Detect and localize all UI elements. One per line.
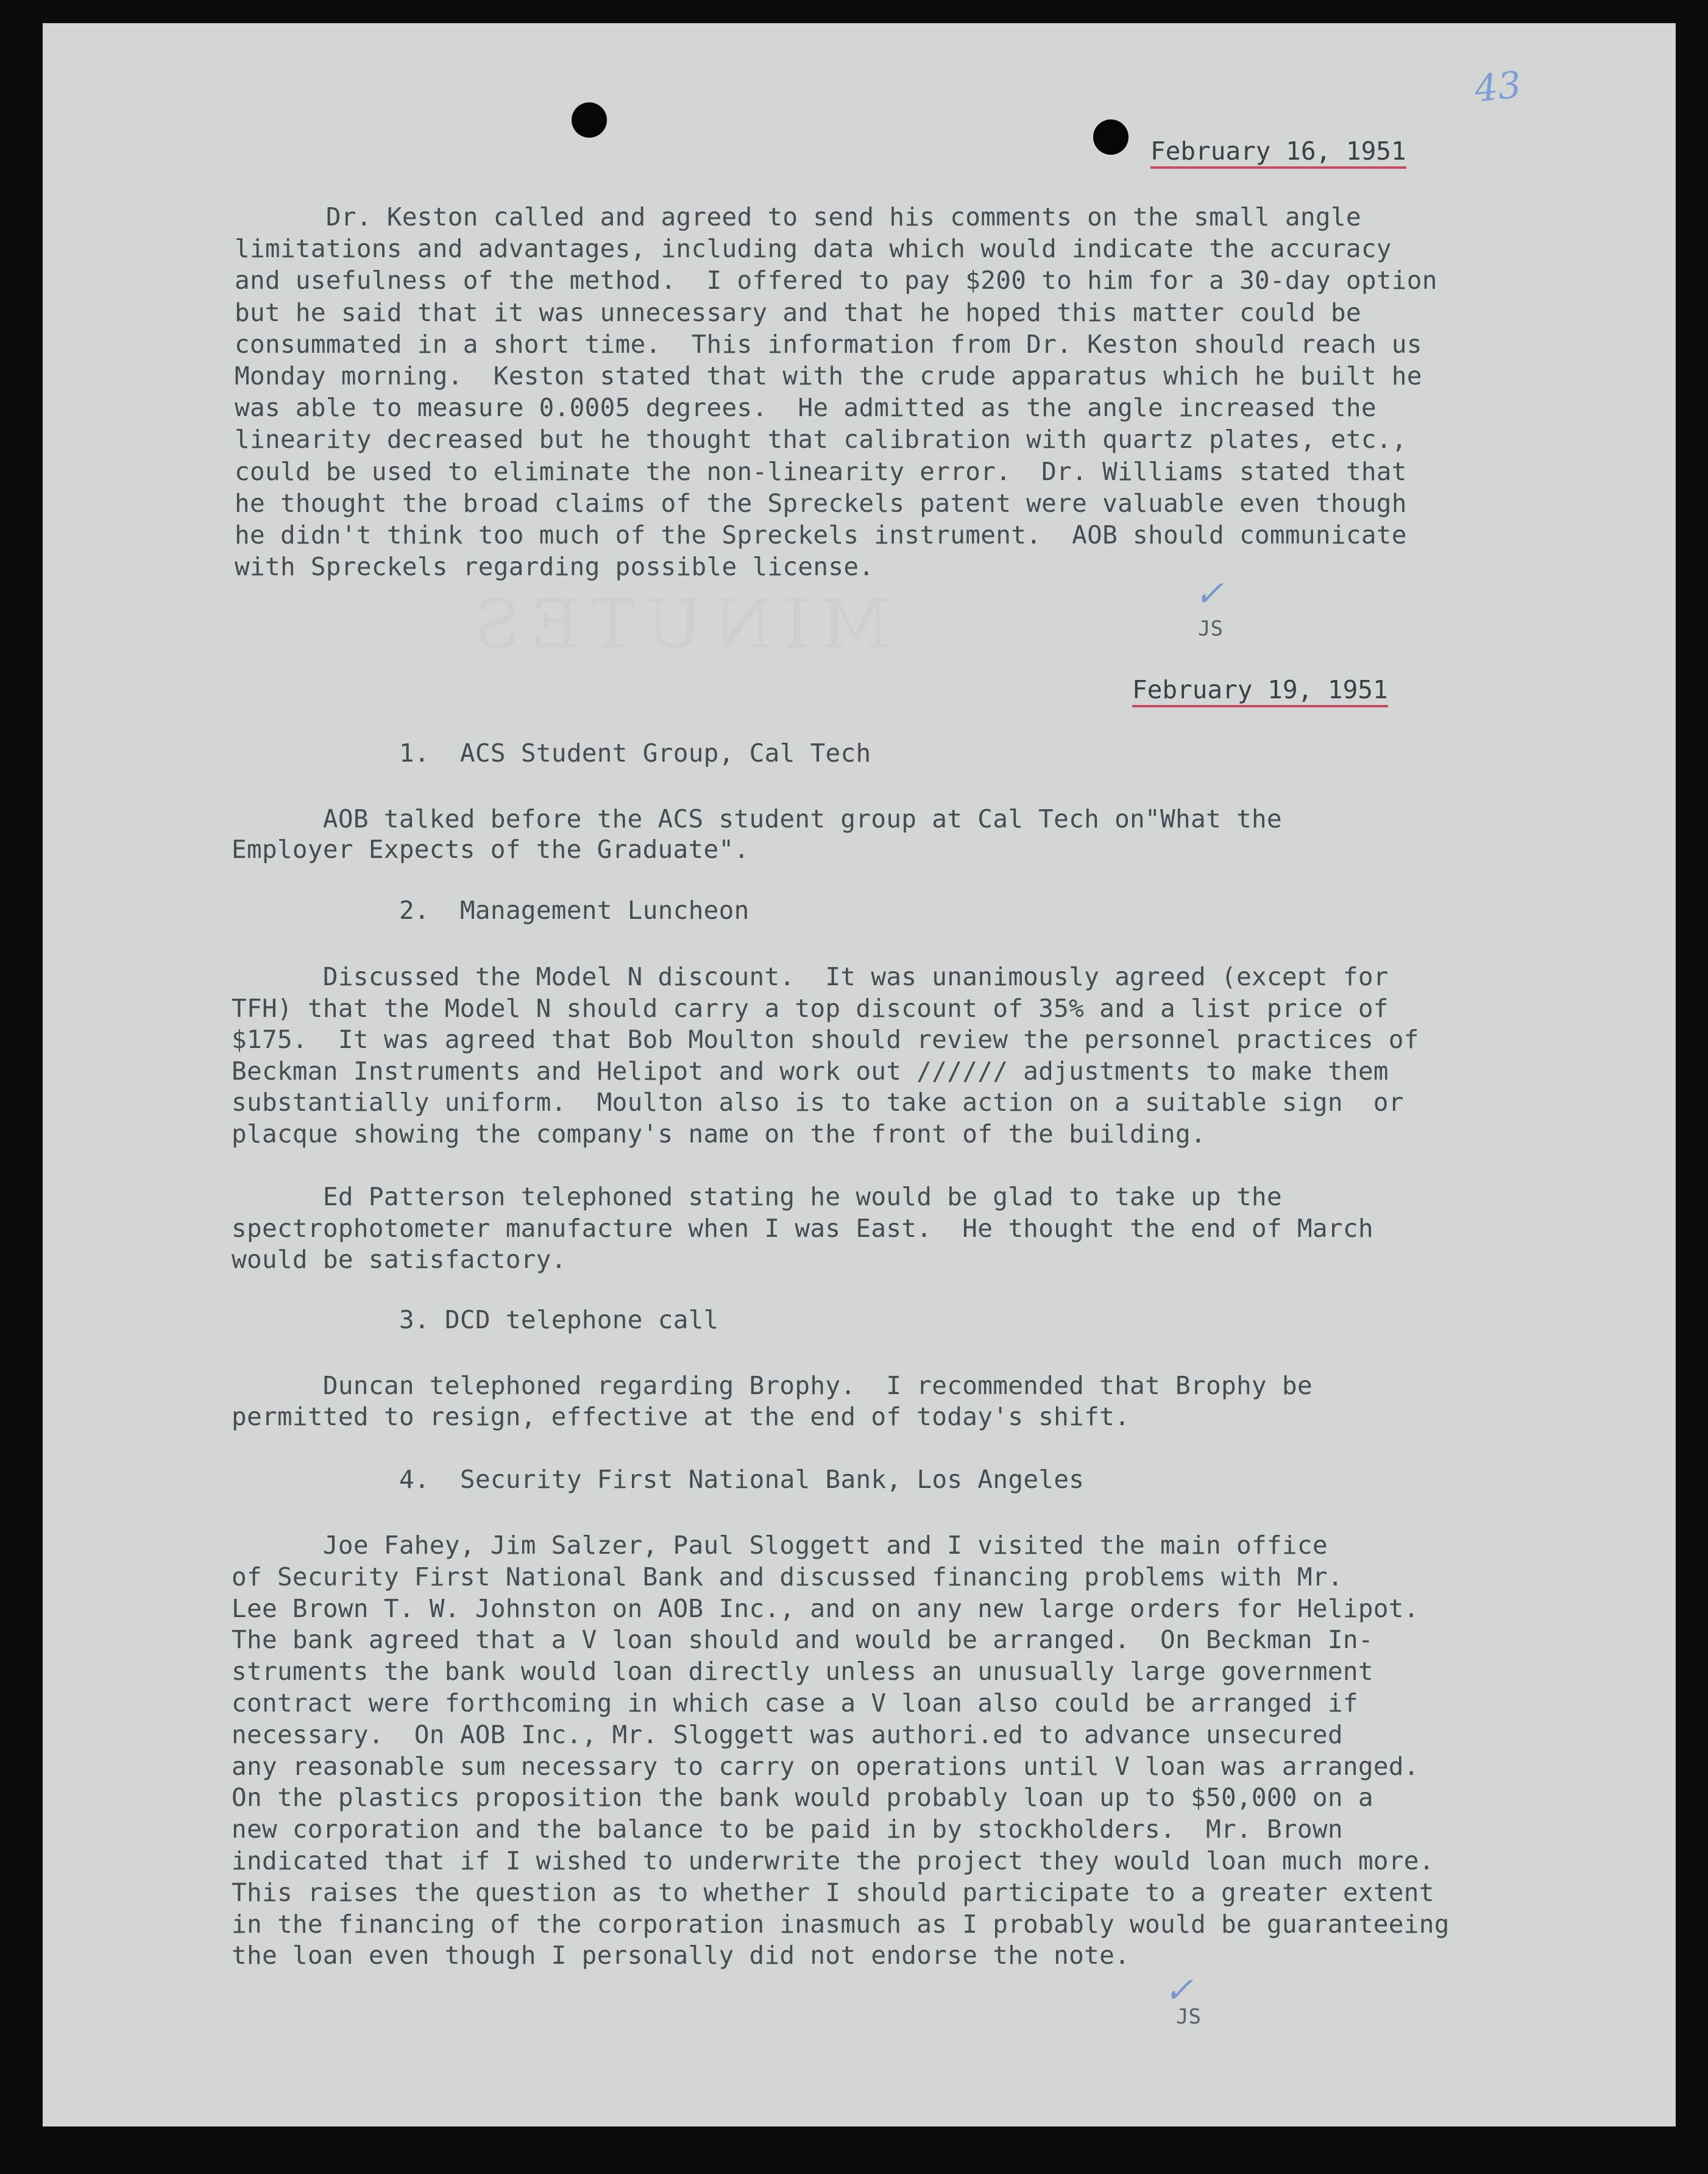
body-line: he didn't think too much of the Spreckels instrument. AOB should communicate <box>235 520 1407 550</box>
initials: JS <box>1198 617 1223 641</box>
body-line: TFH) that the Model N should carry a top discount of 35% and a list price of <box>232 993 1389 1023</box>
body-line: of Security First National Bank and discussed financing problems with Mr. <box>232 1562 1343 1592</box>
item-heading: 4. Security First National Bank, Los Angeles <box>399 1465 1085 1494</box>
body-line: the loan even though I personally did not endorse the note. <box>232 1941 1130 1970</box>
show-through-text: MINUTES <box>463 585 890 663</box>
initial-checkmark: ✓ <box>1164 1969 1194 2011</box>
body-line: with Spreckels regarding possible license. <box>235 552 874 582</box>
body-line: could be used to eliminate the non-linearity error. Dr. Williams stated that <box>235 456 1407 486</box>
body-line: any reasonable sum necessary to carry on operations until V loan was arranged. <box>232 1751 1419 1781</box>
body-line: was able to measure 0.0005 degrees. He admitted as the angle increased the <box>235 393 1377 423</box>
initials: JS <box>1176 2005 1201 2029</box>
body-line: struments the bank would loan directly unless an unusually large government <box>232 1657 1373 1687</box>
body-line: new corporation and the balance to be paid in by stockholders. Mr. Brown <box>232 1815 1343 1844</box>
body-line: Discussed the Model N discount. It was unanimously agreed (except for <box>232 962 1389 991</box>
body-line: Monday morning. Keston stated that with the crude apparatus which he built he <box>235 361 1422 391</box>
body-line: linearity decreased but he thought that calibration with quartz plates, etc., <box>235 425 1407 455</box>
body-line: contract were forthcoming in which case a V loan also could be arranged if <box>232 1688 1358 1718</box>
body-line: limitations and advantages, including data which would indicate the accuracy <box>235 234 1392 264</box>
body-line: Employer Expects of the Graduate". <box>232 835 749 864</box>
page-number-mark: 43 <box>1472 63 1523 111</box>
body-line: consummated in a short time. This information from Dr. Keston should reach us <box>235 329 1422 359</box>
body-line: but he said that it was unnecessary and that he hoped this matter could be <box>235 297 1361 327</box>
initial-checkmark: ✓ <box>1194 573 1224 614</box>
body-line: Lee Brown T. W. Johnston on AOB Inc., and on any new large orders for Helipot. <box>232 1593 1419 1623</box>
body-line: substantially uniform. Moulton also is to take action on a suitable sign or <box>232 1088 1404 1117</box>
body-line: This raises the question as to whether I should participate to a greater extent <box>232 1877 1434 1907</box>
body-line: in the financing of the corporation inasmuch as I probably would be guaranteeing <box>232 1909 1450 1939</box>
body-line: Beckman Instruments and Helipot and work out ////// adjustments to make them <box>232 1056 1389 1086</box>
body-line: Duncan telephoned regarding Brophy. I recommended that Brophy be <box>232 1371 1313 1400</box>
body-line: The bank agreed that a V loan should and would be arranged. On Beckman In- <box>232 1625 1373 1655</box>
punch-hole-right <box>1093 119 1129 155</box>
body-line: $175. It was agreed that Bob Moulton should review the personnel practices of <box>232 1025 1419 1054</box>
punch-hole-left <box>572 102 607 138</box>
item-heading: 2. Management Luncheon <box>399 896 749 925</box>
body-line: Joe Fahey, Jim Salzer, Paul Sloggett and I visited the main office <box>232 1531 1328 1560</box>
body-line: On the plastics proposition the bank would probably loan up to $50,000 on a <box>232 1783 1373 1813</box>
body-line: he thought the broad claims of the Spreckels patent were valuable even though <box>235 488 1407 518</box>
item-heading: 1. ACS Student Group, Cal Tech <box>399 738 871 768</box>
body-line: would be satisfactory. <box>232 1245 567 1274</box>
body-line: and usefulness of the method. I offered to pay $200 to him for a 30-day option <box>235 266 1437 296</box>
entry-date: February 16, 1951 <box>1150 138 1406 169</box>
body-line: permitted to resign, effective at the end of today's shift. <box>232 1402 1130 1431</box>
body-line: AOB talked before the ACS student group at Cal Tech on"What the <box>232 804 1282 834</box>
body-line: Ed Patterson telephoned stating he would be glad to take up the <box>232 1182 1282 1211</box>
entry-date: February 19, 1951 <box>1132 676 1388 707</box>
body-line: necessary. On AOB Inc., Mr. Sloggett was authori.ed to advance unsecured <box>232 1719 1343 1749</box>
body-line: indicated that if I wished to underwrite the project they would loan much more. <box>232 1846 1434 1875</box>
body-line: Dr. Keston called and agreed to send his comments on the small angle <box>235 202 1361 232</box>
item-heading: 3. DCD telephone call <box>399 1305 719 1334</box>
body-line: placque showing the company's name on the front of the building. <box>232 1119 1206 1149</box>
body-line: spectrophotometer manufacture when I was East. He thought the end of March <box>232 1213 1373 1243</box>
